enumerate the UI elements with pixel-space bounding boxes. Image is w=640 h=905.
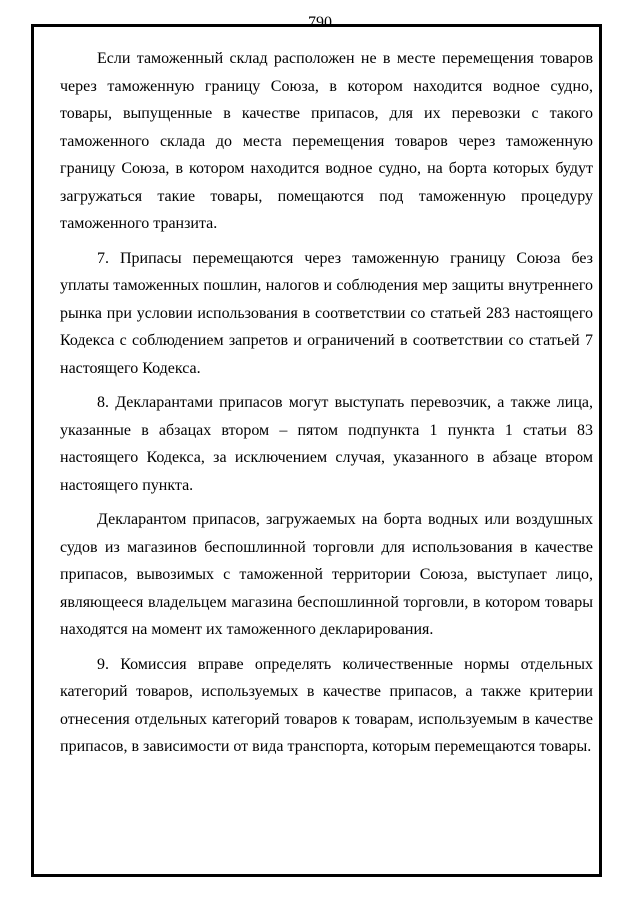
page-number: 790	[308, 14, 332, 31]
document-body	[60, 45, 593, 768]
paragraph-7-supplies-exemption: 7. Припасы перемещаются через таможенную границу Союза без уплаты таможенных пошлин, налогов и соблюдения мер защиты внутреннего рынка при условии использования в соответствии со статьей 283 настоящего Кодекса с соблюдением запретов и ограничений в соответствии со статьей 7 настоящего Кодекса.	[60, 249, 593, 377]
paragraph-customs-warehouse-transit: Если таможенный склад расположен не в месте перемещения товаров через таможенную границу Союза, в котором находится водное судно, товары, выпущенные в качестве припасов, для их перевозки с такого таможенного склада до места перемещения товаров через таможенную границу Союза, в котором находится водное судно, на борта которых будут загружаться такие товары, помещаются под таможенную процедуру таможенного транзита.	[60, 50, 593, 232]
paragraph-duty-free-declarant: Декларантом припасов, загружаемых на борта водных или воздушных судов из магазинов беспошлинной торговли для использования в качестве припасов, вывозимых с таможенной территории Союза, выступает лицо, являющееся владельцем магазина беспошлинной торговли, в котором товары находятся на момент их таможенного декларирования.	[60, 511, 593, 638]
paragraph-8-supplies-declarants: 8. Декларантами припасов могут выступать перевозчик, а также лица, указанные в абзацах втором – пятом подпункта 1 пункта 1 статьи 83 настоящего Кодекса, за исключением случая, указанного в абзаце втором настоящего пункта.	[60, 394, 593, 494]
paragraph-9-commission-norms: 9. Комиссия вправе определять количественные нормы отдельных категорий товаров, используемых в качестве припасов, а также критерии отнесения отдельных категорий товаров к товарам, используемым в качестве припасов, в зависимости от вида транспорта, которым перемещаются товары.	[60, 655, 593, 755]
